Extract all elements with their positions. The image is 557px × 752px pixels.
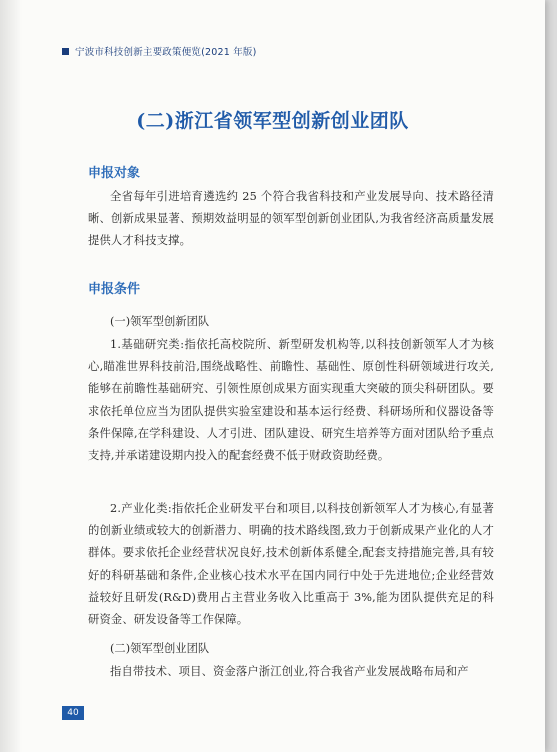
item-basic-research: 1.基础研究类:指依托高校院所、新型研发机构等,以科技创新领军人才为核心,瞄准世界科技前沿,围绕战略性、前瞻性、基础性、原创性科研领域进行攻关,能够在前瞻性基础研究、引领性原创成果方面实现重大突破的顶尖科研团队。要求依托单位应当为团队提供实验室建设和基本运行经费、科研场所和仪器设备等条件保障,在学科建设、人才引进、团队建设、研究生培养等方面对团队给予重点支持,并承诺建设期内投入的配套经费不低于财政资助经费。 (88, 338, 494, 463)
subsection-startup-team: (二)领军型创业团队 (110, 642, 210, 655)
item-startup-team: 指自带技术、项目、资金落户浙江创业,符合我省产业发展战略布局和产 (110, 665, 469, 678)
running-title: 宁波市科技创新主要政策便览(2021 年版) (75, 47, 257, 58)
running-header (62, 44, 257, 58)
header-square-icon (62, 48, 69, 55)
subsection-innovation-team: (一)领军型创新团队 (110, 315, 210, 328)
item-industrialization: 2.产业化类:指依托企业研发平台和项目,以科技创新领军人才为核心,有显著的创新业绩或较大的创新潜力、明确的技术路线图,致力于创新成果产业化的人才群体。要求依托企业经营状况良好,技术创新体系健全,配套支持措施完善,具有较好的科研基础和条件,企业核心技术水平在国内同行中处于先进地位;企业经营效益较好且研发(R&D)费用占主营业务收入比重高于 3%,能为团队提供充足的科研资金、研发设备等工作保障。 (88, 502, 494, 627)
section-heading-target: 申报对象 (88, 166, 141, 181)
target-paragraph: 全省每年引进培育遴选约 25 个符合我省科技和产业发展导向、技术路径清晰、创新成果显著、预期效益明显的领军型创新创业团队,为我省经济高质量发展提供人才科技支撑。 (88, 190, 494, 248)
page-number: 40 (62, 706, 84, 720)
page-title: (二)浙江省领军型创新创业团队 (136, 110, 409, 132)
section-heading-conditions: 申报条件 (88, 282, 141, 297)
